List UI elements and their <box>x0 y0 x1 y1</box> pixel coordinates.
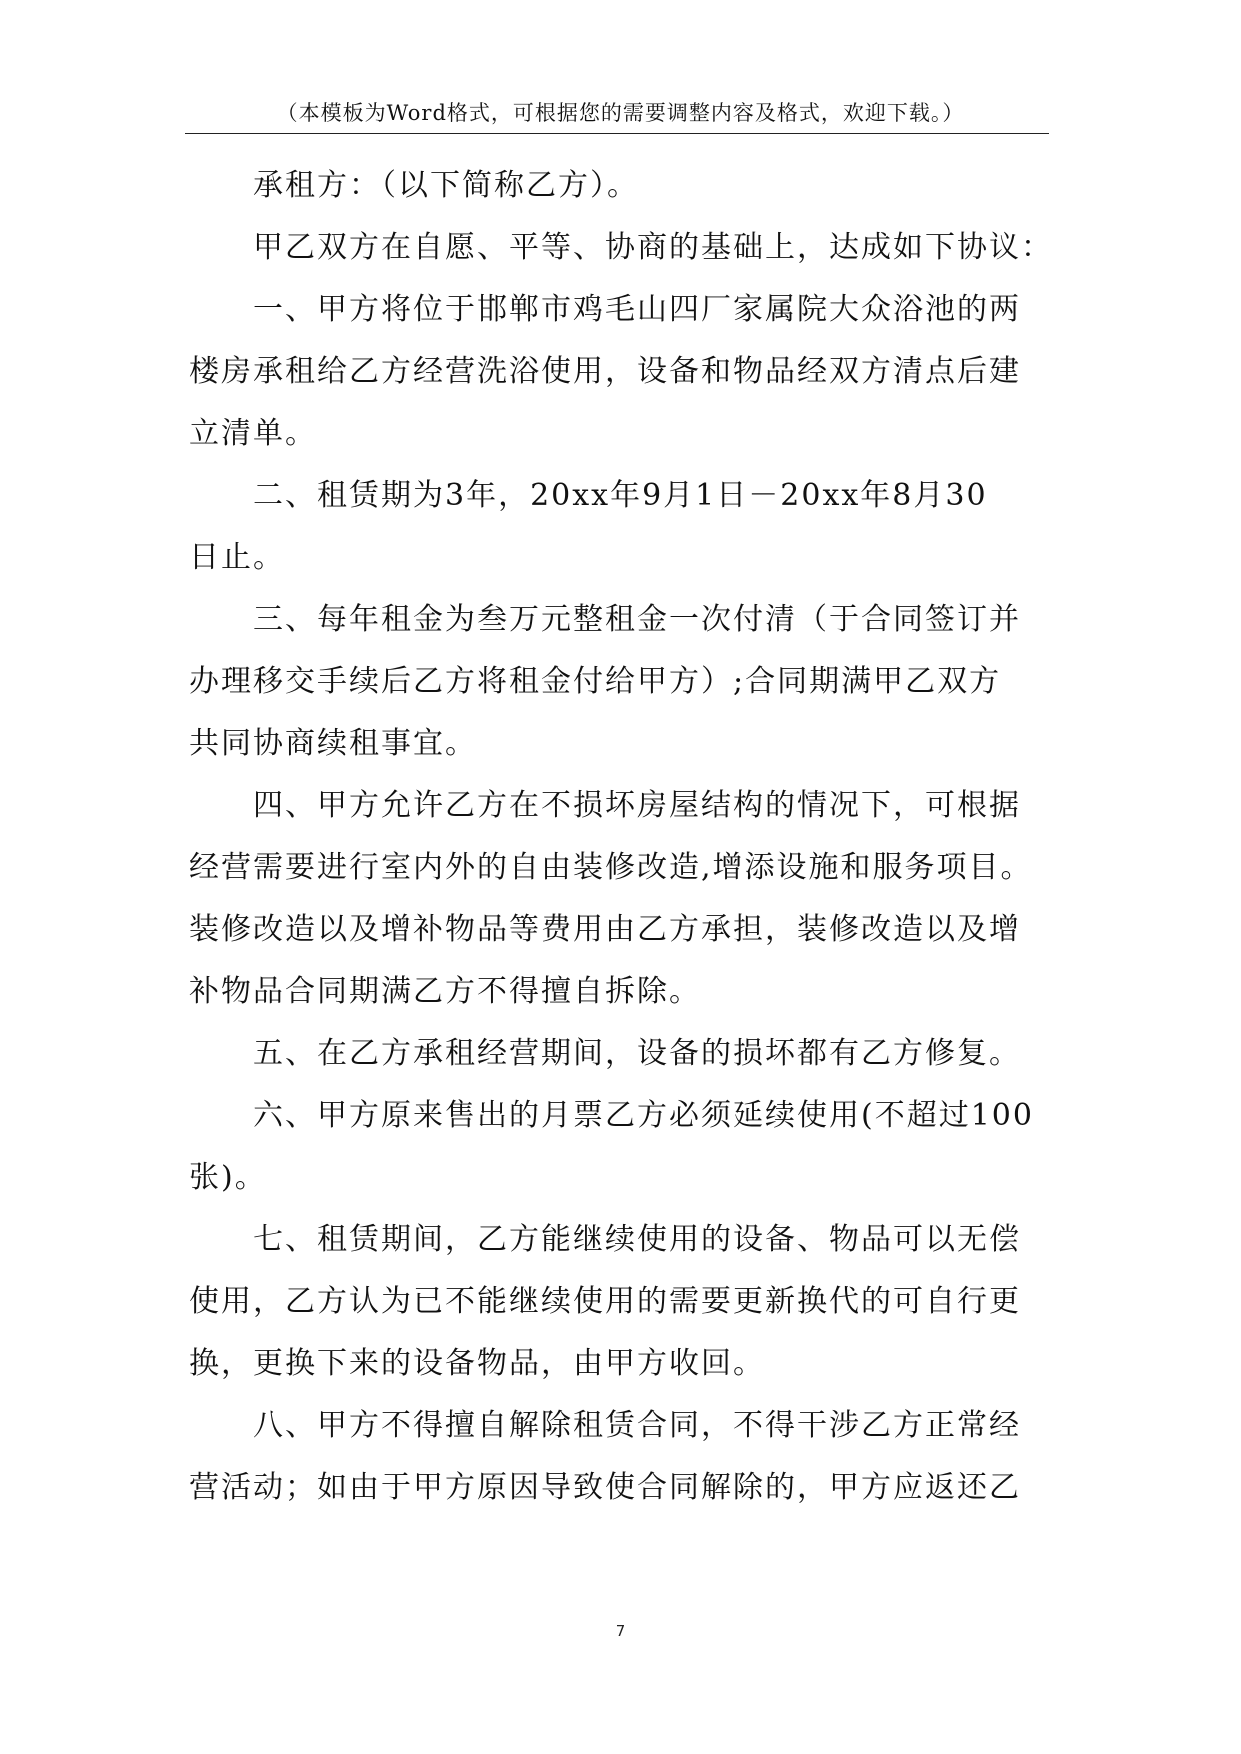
paragraph-line: 六、甲方原来售出的月票乙方必须延续使用(不超过100 <box>253 1098 1034 1133</box>
paragraph-line: 日止。 <box>189 540 285 575</box>
paragraph-line: 补物品合同期满乙方不得擅自拆除。 <box>189 974 701 1009</box>
paragraph-line: 办理移交手续后乙方将租金付给甲方）;合同期满甲乙双方 <box>189 664 1002 699</box>
paragraph-line: 四、甲方允许乙方在不损坏房屋结构的情况下，可根据 <box>253 788 1021 823</box>
paragraph-line: 营活动；如由于甲方原因导致使合同解除的，甲方应返还乙 <box>189 1470 1021 1505</box>
paragraph-line: 三、每年租金为叁万元整租金一次付清（于合同签订并 <box>253 602 1021 637</box>
paragraph-line: 承租方：（以下简称乙方）。 <box>253 168 639 203</box>
paragraph-line: 七、租赁期间，乙方能继续使用的设备、物品可以无偿 <box>253 1222 1021 1257</box>
paragraph-line: 一、甲方将位于邯郸市鸡毛山四厂家属院大众浴池的两 <box>253 292 1021 327</box>
header-divider <box>185 133 1049 134</box>
paragraph-line: 装修改造以及增补物品等费用由乙方承担，装修改造以及增 <box>189 912 1021 947</box>
paragraph-line: 立清单。 <box>189 416 317 451</box>
page-number: 7 <box>615 1622 626 1640</box>
paragraph-line: 楼房承租给乙方经营洗浴使用，设备和物品经双方清点后建 <box>189 354 1021 389</box>
paragraph-line: 换，更换下来的设备物品，由甲方收回。 <box>189 1346 765 1381</box>
paragraph-line: 甲乙双方在自愿、平等、协商的基础上，达成如下协议： <box>253 230 1053 265</box>
paragraph-line: 使用，乙方认为已不能继续使用的需要更新换代的可自行更 <box>189 1284 1021 1319</box>
contract-body <box>189 155 1053 1519</box>
paragraph-line: 五、在乙方承租经营期间，设备的损坏都有乙方修复。 <box>253 1036 1021 1071</box>
template-note-header: （本模板为Word格式，可根据您的需要调整内容及格式，欢迎下载。） <box>276 101 965 125</box>
paragraph-line: 八、甲方不得擅自解除租赁合同，不得干涉乙方正常经 <box>253 1408 1021 1443</box>
paragraph-line: 二、租赁期为3年，20xx年9月1日－20xx年8月30 <box>253 478 988 513</box>
paragraph-line: 张)。 <box>189 1160 267 1195</box>
paragraph-line: 经营需要进行室内外的自由装修改造,增添设施和服务项目。 <box>189 850 1033 885</box>
paragraph-line: 共同协商续租事宜。 <box>189 726 477 761</box>
